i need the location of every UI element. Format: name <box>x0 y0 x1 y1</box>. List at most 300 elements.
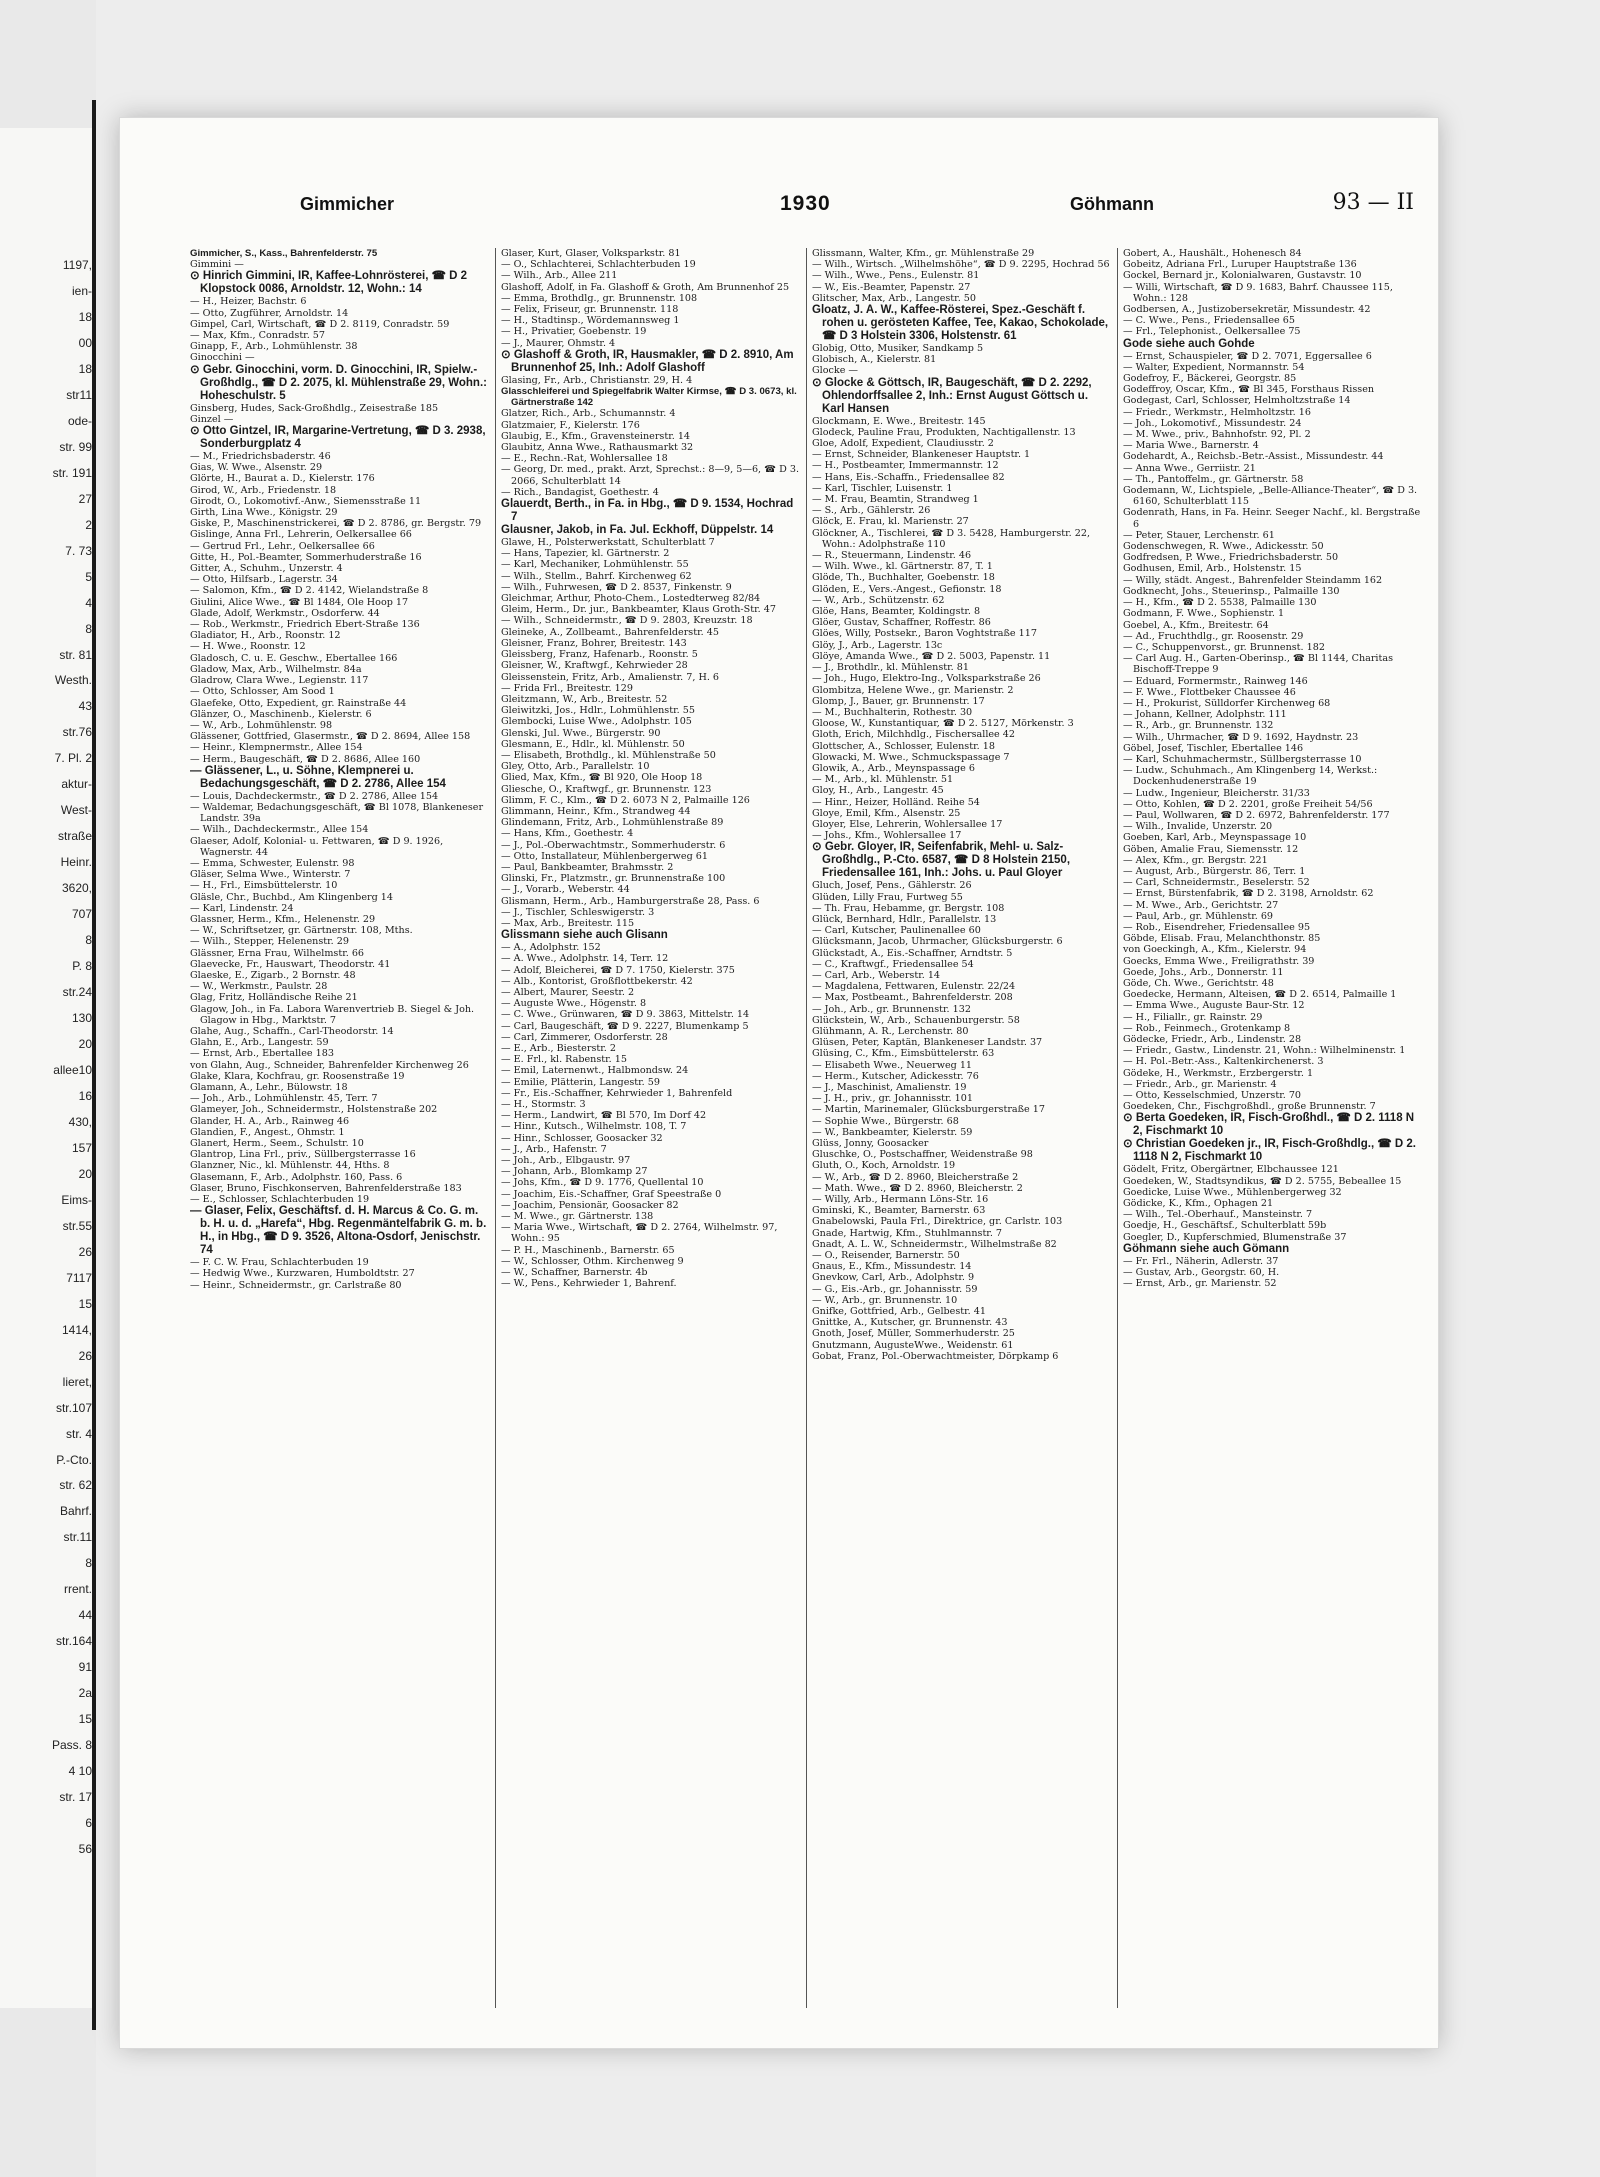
directory-entry: — H., Stadtinsp., Wördemannsweg 1 <box>501 315 680 327</box>
directory-entry: — W., Arb., Lohmühlenstr. 98 <box>190 719 333 731</box>
directory-entry: — J. H., priv., gr. Johannisstr. 101 <box>812 1093 973 1105</box>
directory-entry: ⊙ Hinrich Gimmini, IR, Kaffee-Lohnrösterei, ☎ D 2 Klopstock 0086, Arnoldstr. 12, Wohn.: 14 <box>190 270 467 296</box>
directory-entry: ⊙ Christian Goedeken jr., IR, Fisch-Großhdlg., ☎ D 2. 1118 N 2, Fischmarkt 10 <box>1123 1138 1416 1164</box>
previous-page-fragment: 8 <box>85 933 92 948</box>
directory-entry: Globig, Otto, Musiker, Sandkamp 5 <box>812 343 984 355</box>
directory-entry: — Hans, Eis.-Schaffn., Friedensallee 82 <box>812 471 1005 483</box>
directory-entry: — Wilh., Schneidermstr., ☎ D 9. 2803, Kreuzstr. 18 <box>501 615 753 627</box>
directory-entry: Glaeser, Adolf, Kolonial- u. Fettwaren, ☎ D 9. 1926, Wagnerstr. 44 <box>190 835 444 858</box>
directory-entry: — H., Frl., Eimsbüttelerstr. 10 <box>190 880 338 892</box>
directory-entry: — Fr. Frl., Näherin, Adlerstr. 37 <box>1123 1255 1279 1267</box>
directory-entry: — Karl, Mechaniker, Lohmühlenstr. 55 <box>501 559 689 571</box>
directory-entry: — Auguste Wwe., Högenstr. 8 <box>501 998 647 1010</box>
previous-page-fragment: str.55 <box>62 1218 92 1233</box>
directory-entry: — Gustav, Arb., Georgstr. 60, H. <box>1123 1267 1280 1279</box>
directory-entry: — Otto, Zugführer, Arnoldstr. 14 <box>190 307 349 319</box>
directory-entry: ⊙ Otto Gintzel, IR, Margarine-Vertretung, ☎ D 3. 2938, Sonderburgplatz 4 <box>190 425 486 451</box>
directory-entry: Glawe, H., Polsterwerkstatt, Schulterblatt 7 <box>501 537 715 549</box>
directory-entry: Gnabelowski, Paula Frl., Direktrice, gr. Carlstr. 103 <box>812 1216 1063 1228</box>
directory-entry: Gluth, O., Koch, Arnoldstr. 19 <box>812 1160 956 1172</box>
previous-page-fragment: 16 <box>78 1088 92 1103</box>
book-binding <box>92 100 96 2030</box>
directory-entry: Gödelt, Fritz, Obergärtner, Elbchaussee 121 <box>1123 1164 1339 1176</box>
directory-entry: Gliesche, O., Kraftwgf., gr. Brunnenstr. 123 <box>501 783 712 795</box>
directory-entry: Glasschleiferei und Spiegelfabrik Walter Kirmse, ☎ D 3. 0673, kl. Gärtnerstraße 142 <box>501 386 797 409</box>
directory-entry: Gleisner, Franz, Bohrer, Breitestr. 143 <box>501 637 687 649</box>
directory-entry: — W., Pens., Kehrwieder 1, Bahrenf. <box>501 1278 677 1290</box>
directory-entry: — Math. Wwe., ☎ D 2. 8960, Bleicherstr. 2 <box>812 1182 1023 1194</box>
previous-page-fragment: 8 <box>85 621 92 636</box>
directory-entry: Glindemann, Fritz, Arb., Lohmühlenstraße 89 <box>501 817 724 829</box>
directory-entry: Glöe, Hans, Beamter, Koldingstr. 8 <box>812 606 981 618</box>
directory-entry: Glöer, Gustav, Schaffner, Roffestr. 86 <box>812 617 991 629</box>
directory-entry: — J., Arb., Hafenstr. 7 <box>501 1143 607 1155</box>
directory-entry: Godenrath, Hans, in Fa. Heinr. Seeger Nachf., kl. Bergstraße 6 <box>1123 507 1421 530</box>
directory-entry: — J., Maschinist, Amalienstr. 19 <box>812 1082 967 1093</box>
directory-entry: Gnade, Hartwig, Kfm., Stuhlmannstr. 7 <box>812 1227 1003 1239</box>
previous-page-fragment: P. 8 <box>72 959 92 974</box>
directory-entry: Glüss, Jonny, Goosacker <box>812 1138 929 1150</box>
previous-page-fragment: str.76 <box>62 725 92 740</box>
directory-entry: Gödeke, H., Werkmstr., Erzbergerstr. 1 <box>1123 1067 1314 1079</box>
directory-entry: — Frl., Telephonist., Oelkersallee 75 <box>1123 326 1301 338</box>
directory-entry: Glatzmaier, F., Kielerstr. 176 <box>501 419 640 431</box>
directory-entry: Ginzel — <box>190 413 234 425</box>
directory-entry: — Felix, Friseur, gr. Brunnenstr. 118 <box>501 304 679 316</box>
directory-entry: — Th., Pantoffelm., gr. Gärtnerstr. 58 <box>1123 473 1304 485</box>
directory-entry: Giulini, Alice Wwe., ☎ Bl 1484, Ole Hoop 17 <box>190 596 409 608</box>
previous-page-fragment: str.11 <box>63 1530 92 1545</box>
directory-entry: — W., Schaffner, Barnerstr. 4b <box>501 1267 648 1279</box>
directory-entry: Glöck, E. Frau, kl. Marienstr. 27 <box>812 516 969 528</box>
directory-entry: — Wilh., Fuhrwesen, ☎ D 2. 8537, Finkenstr. 9 <box>501 581 732 593</box>
directory-entry: — H. Wwe., Roonstr. 12 <box>190 641 306 653</box>
directory-entry: — Karl, Tischler, Luisenstr. 1 <box>812 482 953 494</box>
directory-entry: — Ernst, Bürstenfabrik, ☎ D 2. 3198, Arnoldstr. 62 <box>1123 888 1374 900</box>
directory-entry: — Karl, Lindenstr. 24 <box>190 902 294 914</box>
directory-entry: Glaser, Kurt, Glaser, Volksparkstr. 81 <box>501 248 681 259</box>
directory-entry: — Hinr., Kutsch., Wilhelmstr. 108, T. 7 <box>501 1121 687 1133</box>
directory-entry: — Martin, Marinemaler, Glücksburgerstraße 17 <box>812 1104 1045 1116</box>
previous-page-fragment: Eims- <box>61 1192 92 1207</box>
directory-entry: Gnifke, Gottfried, Arb., Gelbestr. 41 <box>812 1306 986 1318</box>
directory-entry: — Otto, Schlosser, Am Sood 1 <box>190 686 335 698</box>
directory-entry: Girod, W., Arb., Friedenstr. 18 <box>190 484 337 496</box>
directory-entry: Godefroy, F., Bäckerei, Georgstr. 85 <box>1123 373 1297 385</box>
directory-entry: — E. Frl., kl. Rabenstr. 15 <box>501 1054 627 1066</box>
directory-entry: Gloose, W., Kunstantiquar, ☎ D 2. 5127, Mörkenstr. 3 <box>812 718 1074 730</box>
directory-entry: — J., Brothdlr., kl. Mühlenstr. 81 <box>812 662 969 674</box>
directory-entry: Gobert, A., Haushält., Hohenesch 84 <box>1123 248 1302 259</box>
previous-page-fragment: 7. 73 <box>65 543 92 558</box>
directory-entry: — Emil, Laternenwt., Halbmondsw. 24 <box>501 1065 689 1077</box>
directory-entry: Glade, Adolf, Werkmstr., Osdorferw. 44 <box>190 607 380 619</box>
directory-entry: — Joh., Arb., Elbgaustr. 97 <box>501 1155 631 1167</box>
directory-entry: Godknecht, Johs., Steuerinsp., Palmaille 130 <box>1123 585 1340 597</box>
directory-entry: — H. Pol.-Betr.-Ass., Kaltenkirchenerst. 3 <box>1123 1056 1324 1068</box>
directory-entry: — G., Eis.-Arb., gr. Johannisstr. 59 <box>812 1283 978 1295</box>
directory-entry: — Herm., Kutscher, Adickesstr. 76 <box>812 1070 979 1082</box>
directory-entry: — J., Pol.-Oberwachtmstr., Sommerhuderstr. 6 <box>501 839 726 851</box>
directory-entry: — Rich., Bandagist, Goethestr. 4 <box>501 486 659 498</box>
directory-entry: — W., Arb., Schützenstr. 62 <box>812 594 945 606</box>
directory-entry: Glameyer, Joh., Schneidermstr., Holstenstraße 202 <box>190 1104 438 1116</box>
directory-entry: Gloye, Emil, Kfm., Alsenstr. 25 <box>812 807 961 819</box>
directory-entry: Giske, P., Maschinenstrickerei, ☎ D 2. 8786, gr. Bergstr. 79 <box>190 518 482 530</box>
directory-entry: — Hans, Kfm., Goethestr. 4 <box>501 828 634 840</box>
directory-entry: von Goeckingh, A., Kfm., Kielerstr. 94 <box>1123 944 1307 956</box>
directory-entry: — H., Stormstr. 3 <box>501 1099 586 1111</box>
directory-entry: — W., Arb., gr. Brunnenstr. 10 <box>812 1294 958 1306</box>
directory-entry: — H., Filiallr., gr. Rainstr. 29 <box>1123 1011 1263 1023</box>
directory-entry: — Rob., Eisendreher, Friedensallee 95 <box>1123 921 1311 933</box>
directory-entry: Glaeske, E., Zigarb., 2 Bornstr. 48 <box>190 969 356 981</box>
directory-entry: Godehardt, A., Reichsb.-Betr.-Assist., Missundestr. 44 <box>1123 451 1384 463</box>
directory-entry: — Max, Postbeamt., Bahrenfelderstr. 208 <box>812 992 1013 1004</box>
directory-entry: — M., Arb., kl. Mühlenstr. 51 <box>812 774 954 786</box>
directory-entry: Glörte, H., Baurat a. D., Kielerstr. 176 <box>190 473 375 485</box>
directory-entry: Gläser, Selma Wwe., Winterstr. 7 <box>190 869 351 881</box>
previous-page-fragment: 2a <box>78 1686 92 1701</box>
previous-page-fragment: 7117 <box>66 1270 92 1285</box>
directory-entry: Girodt, O., Lokomotivf.-Anw., Siemensstraße 11 <box>190 495 422 507</box>
directory-entry: — Friedr., Werkmstr., Helmholtzstr. 16 <box>1123 406 1311 418</box>
directory-entry: — Elisabeth, Brothdlg., kl. Mühlenstraße 50 <box>501 749 716 761</box>
previous-page-fragment: 27 <box>78 491 92 506</box>
directory-entry: — Hans, Tapezier, kl. Gärtnerstr. 2 <box>501 548 670 560</box>
previous-page-fragment: str. 62 <box>59 1478 92 1493</box>
directory-entry: — Willy, städt. Angest., Bahrenfelder Steindamm 162 <box>1123 574 1383 586</box>
directory-entry: — Paul, Arb., gr. Mühlenstr. 69 <box>1123 910 1274 922</box>
directory-entry: — C. Wwe., Grünwaren, ☎ D 9. 3863, Mittelstr. 14 <box>501 1009 750 1021</box>
directory-entry: — Waldemar, Bedachungsgeschäft, ☎ Bl 1078, Blankeneser Landstr. 39a <box>190 801 484 825</box>
directory-entry: Glismann, Herm., Arb., Hamburgerstraße 28, Pass. 6 <box>501 895 760 907</box>
directory-entry: — Hinr., Schlosser, Goosacker 32 <box>501 1132 663 1144</box>
directory-entry: — C., Kraftwgf., Friedensallee 54 <box>812 958 974 970</box>
directory-entry: — Wilh., Stepper, Helenenstr. 29 <box>190 936 349 948</box>
directory-entry: — H., Privatier, Goebenstr. 19 <box>501 326 647 338</box>
directory-entry: — Walter, Expedient, Normannstr. 54 <box>1123 361 1305 373</box>
directory-entry: Glahn, E., Arb., Langestr. 59 <box>190 1037 329 1049</box>
previous-page-fragment: str. 99 <box>59 439 92 454</box>
directory-entry: Gleitzmann, W., Arb., Breitestr. 52 <box>501 693 668 705</box>
directory-entry: Gladiator, H., Arb., Roonstr. 12 <box>190 630 341 642</box>
previous-page-fragment: Pass. 8 <box>51 1738 92 1753</box>
previous-page-fragment: str. 191 <box>52 465 92 480</box>
directory-entry: — M., Friedrichsbaderstr. 46 <box>190 451 331 463</box>
directory-entry: — S., Arb., Gählerstr. 26 <box>812 505 931 517</box>
directory-entry: — Georg, Dr. med., prakt. Arzt, Sprechst.: 8—9, 5—6, ☎ D 3. 2066, Schulterblatt 14 <box>501 464 800 487</box>
directory-entry: — J., Tischler, Schleswigerstr. 3 <box>501 906 655 918</box>
directory-entry: — Wilh., Dachdeckermstr., Allee 154 <box>190 824 369 836</box>
directory-entry: Gloatz, J. A. W., Kaffee-Rösterei, Spez.-Geschäft f. rohen u. gerösteten Kaffee, Tee, Kakao, Schokolade, ☎ D 3 Holstein 3306, Holstenstr. 61 <box>812 304 1109 343</box>
directory-entry: Goede, Johs., Arb., Donnerstr. 11 <box>1123 966 1284 978</box>
directory-entry: Glücksmann, Jacob, Uhrmacher, Glücksburgerstr. 6 <box>812 936 1063 948</box>
directory-entry: — E., Schlosser, Schlachterbuden 19 <box>190 1194 370 1206</box>
previous-page-fragment: 4 10 <box>68 1764 92 1779</box>
previous-page-fragment: 157 <box>71 1140 92 1155</box>
previous-page-fragment: ode- <box>67 413 92 428</box>
directory-entry: Godmann, F. Wwe., Sophienstr. 1 <box>1123 608 1285 620</box>
previous-page-fragment: 26 <box>78 1244 92 1259</box>
directory-entry: Goedicke, Luise Wwe., Mühlenbergerweg 32 <box>1123 1186 1342 1198</box>
directory-entry: Goecks, Emma Wwe., Freiligrathstr. 39 <box>1123 955 1315 967</box>
directory-entry: Glocke — <box>812 365 859 377</box>
previous-page-fragment: 6 <box>85 1816 92 1831</box>
directory-entry: Gloy, H., Arb., Langestr. 45 <box>812 785 944 797</box>
directory-entry: — Friedr., Arb., gr. Marienstr. 4 <box>1123 1078 1277 1090</box>
directory-entry: ⊙ Glashoff & Groth, IR, Hausmakler, ☎ D 2. 8910, Am Brunnenhof 25, Inh.: Adolf Glashoff <box>501 348 794 374</box>
directory-column-4 <box>1118 248 1429 2008</box>
previous-page-fragment: 20 <box>78 1037 92 1052</box>
directory-entry: — Joh., Lokomotivf., Missundestr. 24 <box>1123 417 1302 429</box>
previous-page-fragment: str. 81 <box>59 647 92 662</box>
directory-entry: Glasemann, F., Arb., Adolphstr. 160, Pass. 6 <box>190 1171 403 1183</box>
directory-entry: — Emma, Schwester, Eulenstr. 98 <box>190 857 355 869</box>
header-left-keyword: Gimmicher <box>300 194 395 214</box>
directory-entry: — F. Wwe., Flottbeker Chaussee 46 <box>1123 686 1296 698</box>
directory-entry: Gödecke, Friedr., Arb., Lindenstr. 28 <box>1123 1034 1302 1046</box>
directory-entry: — Paul, Bankbeamter, Brahmsstr. 2 <box>501 861 674 873</box>
previous-page-fragment: 20 <box>78 1166 92 1181</box>
directory-entry: — Louis, Dachdeckermstr., ☎ D 2. 2786, Allee 154 <box>190 790 439 802</box>
directory-entry: Glissmann, Walter, Kfm., gr. Mühlenstraße 29 <box>812 248 1035 259</box>
directory-entry: Ginapp, F., Arb., Lohmühlenstr. 38 <box>190 341 358 353</box>
page-header <box>180 190 1414 226</box>
directory-entry: Glüden, Lilly Frau, Furtweg 55 <box>812 891 963 903</box>
directory-entry: — Carl, Schneidermstr., Beselerstr. 52 <box>1123 877 1310 889</box>
directory-entry: Godemann, W., Lichtspiele, „Belle-Alliance-Theater“, ☎ D 3. 6160, Schulterblatt 115 <box>1123 485 1418 508</box>
previous-page-fragment: 1197, <box>62 258 92 272</box>
directory-entry: Glauerdt, Berth., in Fa. in Hbg., ☎ D 9. 1534, Hochrad 7 <box>501 498 794 524</box>
directory-entry: — Peter, Stauer, Lerchenstr. 61 <box>1123 529 1275 541</box>
directory-entry: Gitte, H., Pol.-Beamter, Sommerhuderstraße 16 <box>190 551 422 563</box>
previous-page-fragment: 15 <box>78 1712 92 1727</box>
directory-entry: — Hinr., Heizer, Holländ. Reihe 54 <box>812 796 980 808</box>
header-right-keyword: Göhmann <box>1070 194 1154 214</box>
directory-entry: Glied, Max, Kfm., ☎ Bl 920, Ole Hoop 18 <box>501 772 703 784</box>
directory-entry: Godegast, Carl, Schlosser, Helmholtzstraße 14 <box>1123 395 1351 407</box>
directory-entry: Göde, Ch. Wwe., Gerichtstr. 48 <box>1123 978 1274 989</box>
directory-entry: Glöye, Amanda Wwe., ☎ D 2. 5003, Papenstr. 11 <box>812 650 1051 662</box>
directory-entry: Gleineke, A., Zollbeamt., Bahrenfelderstr. 45 <box>501 626 719 638</box>
directory-entry: Glandien, F., Angest., Ohmstr. 1 <box>190 1126 345 1138</box>
directory-entry: — Glässener, L., u. Söhne, Klempnerei u. Bedachungsgeschäft, ☎ D 2. 2786, Allee 154 <box>190 764 446 790</box>
directory-entry: — Johs., Kfm., Wohlersallee 17 <box>812 830 962 842</box>
directory-entry: — P. H., Maschinenb., Barnerstr. 65 <box>501 1244 675 1256</box>
directory-entry: Glowacki, M. Wwe., Schmuckspassage 7 <box>812 751 1010 763</box>
directory-entry: — Carl, Zimmerer, Osdorferstr. 28 <box>501 1031 668 1043</box>
directory-entry: Gobeitz, Adriana Frl., Luruper Hauptstraße 136 <box>1123 259 1357 271</box>
directory-entry: — Alb., Kontorist, Großflottbekerstr. 42 <box>501 975 693 987</box>
previous-page-fragment: str.107 <box>55 1400 92 1415</box>
directory-entry: Glatzer, Rich., Arb., Schumannstr. 4 <box>501 408 676 420</box>
directory-entry: Glantrop, Lina Frl., priv., Süllbergsterrasse 16 <box>190 1149 416 1161</box>
directory-entry: Glasing, Fr., Arb., Christianstr. 29, H. 4 <box>501 374 693 386</box>
directory-entry: Gias, W. Wwe., Alsenstr. 29 <box>190 462 323 474</box>
directory-entry: — Joachim, Pensionär, Goosacker 82 <box>501 1199 679 1211</box>
directory-entry: — M. Wwe., Arb., Gerichtstr. 27 <box>1123 899 1279 911</box>
directory-entry: — Carl, Arb., Weberstr. 14 <box>812 969 941 981</box>
directory-entry: Goeben, Karl, Arb., Meynspassage 10 <box>1123 832 1307 844</box>
previous-page-fragment: 26 <box>78 1348 92 1363</box>
directory-entry: Glöde, Th., Buchhalter, Goebenstr. 18 <box>812 572 995 584</box>
directory-entry: — Ernst, Schauspieler, ☎ D 2. 7071, Eggersallee 6 <box>1123 350 1372 362</box>
directory-entry: — Adolf, Bleicherei, ☎ D 7. 1750, Kielerstr. 375 <box>501 964 735 976</box>
previous-page-fragment: P.-Cto. <box>56 1452 92 1467</box>
directory-column-3 <box>807 248 1118 2008</box>
directory-entry: von Glahn, Aug., Schneider, Bahrenfelder Kirchenweg 26 <box>190 1059 469 1071</box>
directory-entry: — Ad., Fruchthdlg., gr. Roosenstr. 29 <box>1123 630 1304 642</box>
previous-page-fragment: aktur- <box>61 777 92 792</box>
directory-entry: Goedeken, W., Stadtsyndikus, ☎ D 2. 5755, Bebeallee 15 <box>1123 1175 1402 1187</box>
directory-entry: Glander, H. A., Arb., Rainweg 46 <box>190 1115 350 1127</box>
directory-entry: — Frida Frl., Breitestr. 129 <box>501 682 633 694</box>
previous-page-fragment: 91 <box>78 1660 92 1675</box>
directory-entry: Gnittke, A., Kutscher, gr. Brunnenstr. 43 <box>812 1317 1008 1329</box>
directory-entry: — Otto, Hilfsarb., Lagerstr. 34 <box>190 574 338 586</box>
directory-entry: — Heinr., Schneidermstr., gr. Carlstraße 80 <box>190 1279 402 1291</box>
directory-entry: — Wilh. Wwe., kl. Gärtnerstr. 87, T. 1 <box>812 561 993 573</box>
previous-page-sliver <box>0 0 96 2177</box>
directory-entry: — F. C. W. Frau, Schlachterbuden 19 <box>190 1257 369 1269</box>
directory-entry: — Rob., Werkmstr., Friedrich Ebert-Straße 136 <box>190 619 420 631</box>
directory-entry: Glaevecke, Fr., Hauswart, Theodorstr. 41 <box>190 958 391 970</box>
directory-entry: ⊙ Gebr. Gloyer, IR, Seifenfabrik, Mehl- u. Salz-Großhdlg., P.-Cto. 6587, ☎ D 8 Holstein 2150, Friedensallee 161, Inh.: Johs. u. Paul Gloyer <box>812 841 1071 880</box>
previous-page-fragment: 2 <box>85 517 92 532</box>
directory-entry: Gladosch, C. u. E. Geschw., Ebertallee 166 <box>190 652 398 664</box>
directory-entry: Göben, Amalie Frau, Siemensstr. 12 <box>1123 843 1299 855</box>
directory-entry: Göbde, Elisab. Frau, Melanchthonstr. 85 <box>1123 933 1321 945</box>
previous-page-fragment: str. 4 <box>65 1426 92 1441</box>
directory-entry: — W., Eis.-Beamter, Papenstr. 27 <box>812 281 971 293</box>
directory-entry: Gislinge, Anna Frl., Lehrerin, Oelkersallee 66 <box>190 529 412 541</box>
directory-entry: Gloe, Adolf, Expedient, Claudiusstr. 2 <box>812 438 994 450</box>
directory-entry: — Joh., Hugo, Elektro-Ing., Volksparkstraße 26 <box>812 673 1041 685</box>
directory-entry: — C., Schuppenvorst., gr. Brunnenst. 182 <box>1123 641 1325 653</box>
directory-entry: — H., Postbeamter, Immermannstr. 12 <box>812 460 999 472</box>
directory-entry: Gladrow, Clara Wwe., Legienstr. 117 <box>190 675 369 687</box>
directory-entry: — O., Reisender, Barnerstr. 50 <box>812 1250 960 1262</box>
directory-entry: Ginsberg, Hudes, Sack-Großhdlg., Zeisestraße 185 <box>190 402 439 414</box>
directory-entry: — Ludw., Schuhmach., Am Klingenberg 14, Werkst.: Dockenhudenerstraße 19 <box>1123 765 1378 788</box>
directory-entry: Göhmann siehe auch Gömann <box>1123 1242 1290 1255</box>
previous-page-fragment: lieret, <box>62 1374 92 1389</box>
directory-entry: — W., Schlosser, Othm. Kirchenweg 9 <box>501 1255 684 1267</box>
directory-entry: Glüsing, C., Kfm., Eimsbüttelerstr. 63 <box>812 1048 995 1060</box>
previous-page-fragment: 5 <box>85 569 92 584</box>
directory-entry: — Herm., Baugeschäft, ☎ D 2. 8686, Allee 160 <box>190 753 421 765</box>
directory-entry: — Emma, Brothdlg., gr. Brunnenstr. 108 <box>501 292 698 304</box>
directory-entry: — Wilh., Arb., Allee 211 <box>501 270 618 282</box>
directory-entry: Gleichmar, Arthur, Photo-Chem., Lostedterweg 82/84 <box>501 593 761 605</box>
directory-entry: — Alex, Kfm., gr. Bergstr. 221 <box>1123 854 1268 866</box>
directory-entry: — Wilh., Invalide, Unzerstr. 20 <box>1123 821 1273 833</box>
directory-entry: Gminski, K., Beamter, Barnerstr. 63 <box>812 1205 986 1217</box>
directory-entry: — Max, Kfm., Conradstr. 57 <box>190 330 326 342</box>
directory-entry: — M. Wwe., gr. Gärtnerstr. 138 <box>501 1211 654 1223</box>
previous-page-fragment: 15 <box>78 1296 92 1311</box>
previous-page-fragment: allee10 <box>53 1063 92 1077</box>
directory-entry: — Herm., Landwirt, ☎ Bl 570, Im Dorf 42 <box>501 1110 707 1122</box>
directory-entry: — E., Rechn.-Rat, Wohlersallee 18 <box>501 453 668 465</box>
directory-entry: Glausner, Jakob, in Fa. Jul. Eckhoff, Düppelstr. 14 <box>501 524 774 537</box>
directory-entry: — W., Arb., ☎ D 2. 8960, Bleicherstraße 2 <box>812 1171 1019 1183</box>
directory-entry: Glückstein, W., Arb., Schauenburgerstr. 58 <box>812 1014 1020 1026</box>
directory-entry: Goedeken, Chr., Fischgroßhdl., große Brunnenstr. 7 <box>1123 1101 1376 1113</box>
directory-entry: Glöes, Willy, Postsekr., Baron Voghtstraße 117 <box>812 628 1037 640</box>
directory-entry: Gloyer, Else, Lehrerin, Wohlersallee 17 <box>812 818 1003 830</box>
directory-entry: — Glaser, Felix, Geschäftsf. d. H. Marcus & Co. G. m. b. H. u. d. „Harefa“, Hbg. Regenmäntelfabrik G. m. b. H., in Hbg., ☎ D 9. 3526, Altona-Osdorf, Jenischstr. 74 <box>190 1205 487 1257</box>
directory-entry: Glahe, Aug., Schaffn., Carl-Theodorstr. 14 <box>190 1025 394 1037</box>
directory-entry: Glässner, Erna Frau, Wilhelmstr. 66 <box>190 947 365 959</box>
directory-entry: — Ernst, Arb., Ebertallee 183 <box>190 1048 334 1060</box>
directory-entry: Gley, Otto, Arb., Parallelstr. 10 <box>501 761 650 773</box>
previous-page-fragment: 44 <box>78 1608 92 1623</box>
directory-entry: — Willy, Arb., Hermann Löns-Str. 16 <box>812 1194 989 1206</box>
directory-entry: Glaubitz, Anna Wwe., Rathausmarkt 32 <box>501 442 694 454</box>
directory-entry: — W., Schriftsetzer, gr. Gärtnerstr. 108, Mths. <box>190 925 413 937</box>
directory-entry: — H., Prokurist, Sülldorfer Kirchenweg 68 <box>1123 697 1331 709</box>
directory-entry: Glanert, Herm., Seem., Schulstr. 10 <box>190 1138 364 1150</box>
previous-page-fragment: str.164 <box>55 1634 92 1649</box>
directory-entry: Glassner, Herm., Kfm., Helenenstr. 29 <box>190 913 376 925</box>
header-year: 1930 <box>780 192 831 215</box>
page-number: 93 — II <box>1332 190 1414 215</box>
directory-entry: — Salomon, Kfm., ☎ D 2. 4142, Wielandstraße 8 <box>190 585 429 597</box>
directory-entry: Gleiwitzki, Jos., Hdlr., Lohmühlenstr. 55 <box>501 705 695 717</box>
directory-entry: Gobat, Franz, Pol.-Oberwachtmeister, Dörpkamp 6 <box>812 1350 1059 1362</box>
directory-entry: Goedecke, Hermann, Alteisen, ☎ D 2. 6514, Palmaille 1 <box>1123 989 1397 1001</box>
directory-entry: Gläsle, Chr., Buchbd., Am Klingenberg 14 <box>190 891 393 903</box>
directory-entry: — Maria Wwe., Wirtschaft, ☎ D 2. 2764, Wilhelmstr. 97, Wohn.: 95 <box>501 1222 778 1245</box>
directory-entry: Godeffroy, Oscar, Kfm., ☎ Bl 345, Forsthaus Rissen <box>1123 384 1375 396</box>
directory-entry: — C. Wwe., Pens., Friedensallee 65 <box>1123 315 1295 327</box>
directory-entry: — R., Arb., gr. Brunnenstr. 132 <box>1123 720 1274 732</box>
directory-entry: Glombitza, Helene Wwe., gr. Marienstr. 2 <box>812 684 1014 696</box>
directory-page <box>120 118 1438 2048</box>
directory-entry: — J., Maurer, Ohmstr. 4 <box>501 337 616 349</box>
previous-page-fragment: West- <box>60 803 92 818</box>
directory-entry: — Emilie, Plätterin, Langestr. 59 <box>501 1076 660 1088</box>
directory-entry: Gnadt, A. L. W., Schneidermstr., Wilhelmstraße 82 <box>812 1238 1057 1250</box>
directory-entry: Glag, Fritz, Holländische Reihe 21 <box>190 992 358 1004</box>
directory-entry: Gnevkow, Carl, Arb., Adolphstr. 9 <box>812 1272 975 1284</box>
directory-entry: — Otto, Kesselschmied, Unzerstr. 70 <box>1123 1090 1302 1102</box>
directory-entry: — Emma Wwe., Auguste Baur-Str. 12 <box>1123 1000 1305 1012</box>
directory-entry: — Anna Wwe., Gerriistr. 21 <box>1123 462 1256 474</box>
directory-entry: Gleissenstein, Fritz, Arb., Amalienstr. 7, H. 6 <box>501 671 720 683</box>
directory-entry: Gleisner, W., Kraftwgf., Kehrwieder 28 <box>501 660 688 672</box>
directory-entry: — Joh., Arb., gr. Brunnenstr. 132 <box>812 1003 971 1015</box>
directory-entry: Gitter, A., Schuhm., Unzerstr. 4 <box>190 563 343 575</box>
directory-entry: — Johs, Kfm., ☎ D 9. 1776, Quellental 10 <box>501 1177 704 1189</box>
directory-entry: — Th. Frau, Hebamme, gr. Bergstr. 108 <box>812 902 1005 914</box>
directory-entry: Gimpel, Carl, Wirtschaft, ☎ D 2. 8119, Conradstr. 59 <box>190 318 450 330</box>
directory-entry: — J., Vorarb., Weberstr. 44 <box>501 884 630 896</box>
directory-entry: — Wilh., Wwe., Pens., Eulenstr. 81 <box>812 270 980 282</box>
directory-entry: Glaubig, E., Kfm., Gravensteinerstr. 14 <box>501 430 691 442</box>
directory-entry: — Wilh., Uhrmacher, ☎ D 9. 1692, Haydnstr. 23 <box>1123 731 1359 743</box>
directory-entry: Glitscher, Max, Arb., Langestr. 50 <box>812 292 977 304</box>
directory-entry: Glöden, E., Vers.-Angest., Gefionstr. 18 <box>812 583 1002 595</box>
directory-entry: — M., Buchhalterin, Rothestr. 30 <box>812 706 973 718</box>
previous-page-fragment: rrent. <box>63 1582 92 1597</box>
directory-entry: Goegler, D., Kupferschmied, Blumenstraße 37 <box>1123 1231 1347 1243</box>
directory-entry: — Karl, Schuhmachermstr., Süllbergsterrasse 10 <box>1123 753 1362 765</box>
directory-entry: Glückstadt, A., Eis.-Schaffner, Arndtstr. 5 <box>812 947 1013 959</box>
previous-page-fragment: 3620, <box>61 881 92 896</box>
